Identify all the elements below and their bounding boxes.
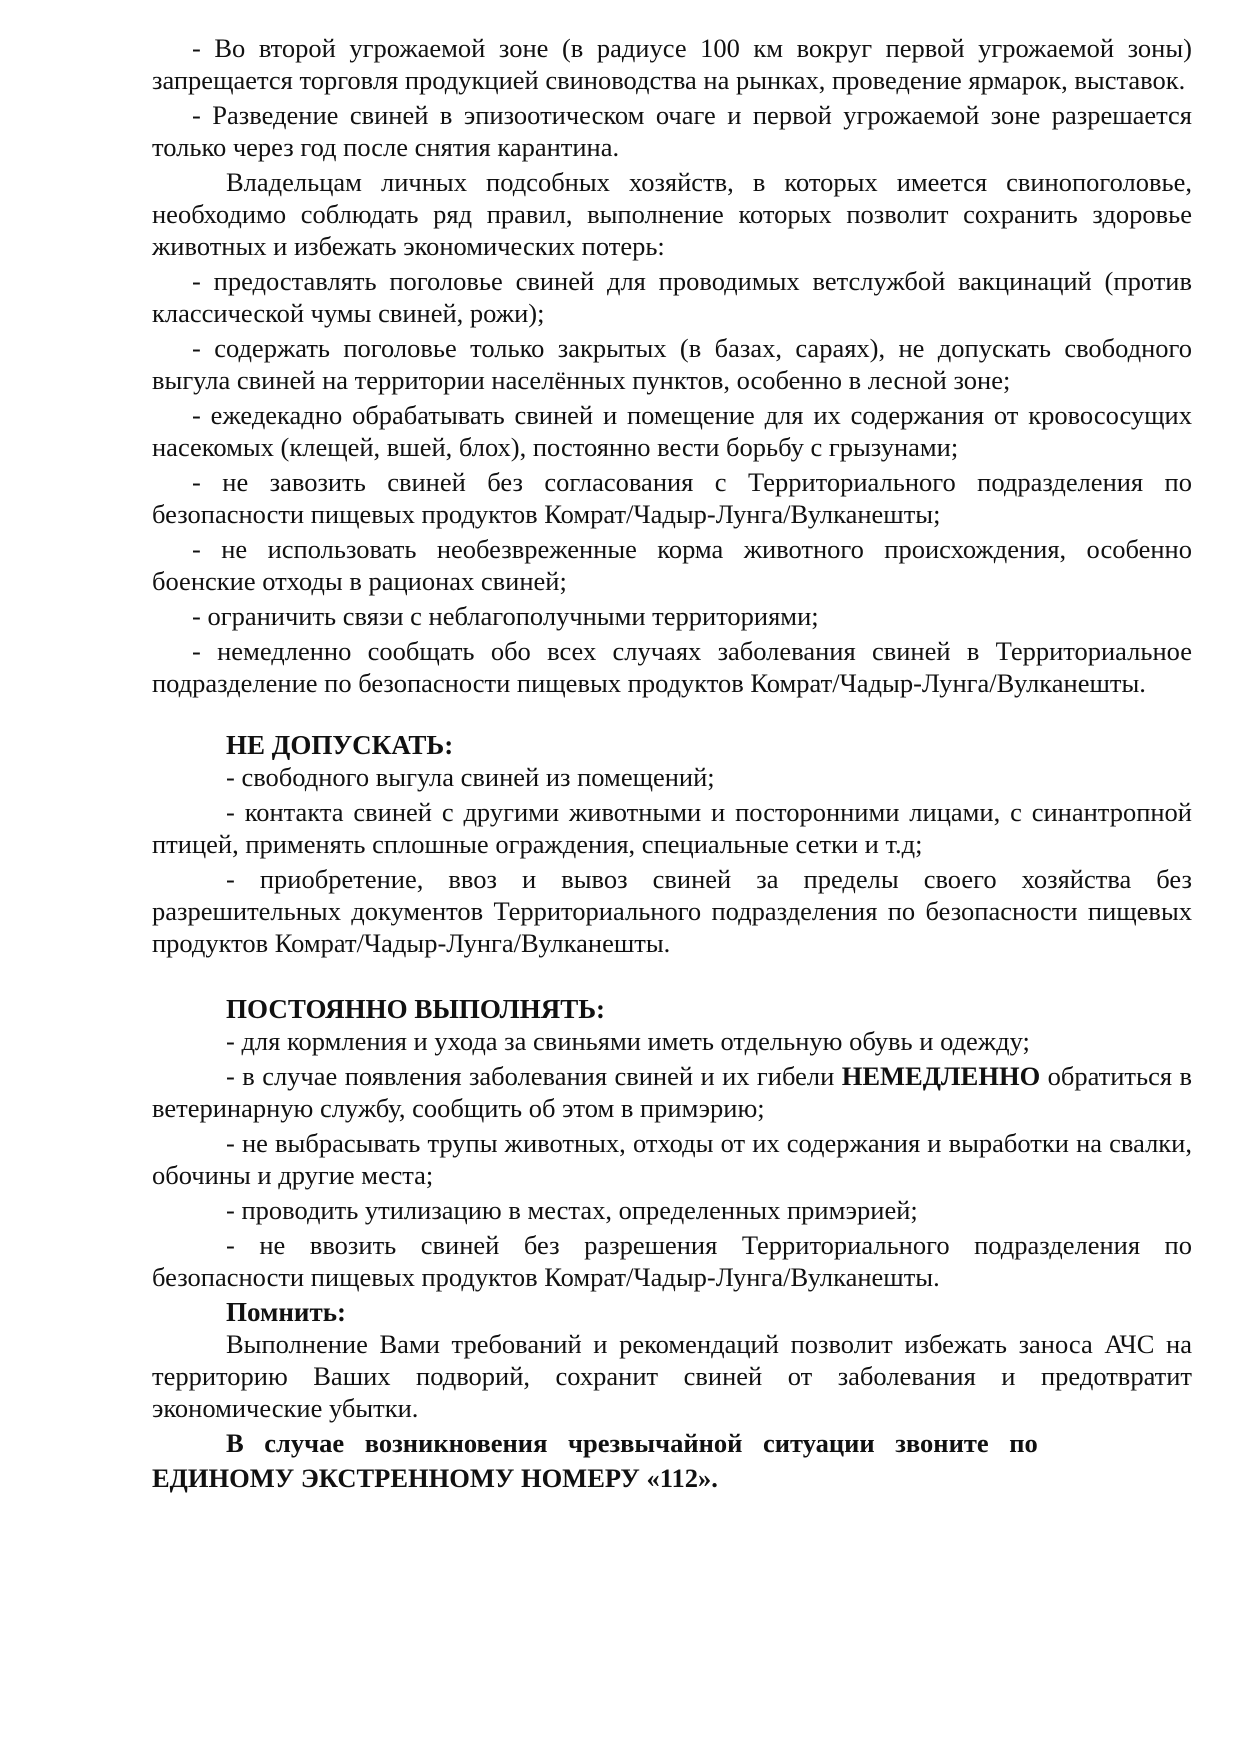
always-do-item: - не выбрасывать трупы животных, отходы от их содержания и выработки на свалки, обочины и другие места; <box>152 1128 1192 1190</box>
remember-heading: Помнить: <box>226 1297 347 1327</box>
do-not-item: - контакта свиней с другими животными и посторонними лицами, с синантропной птицей, применять сплошные ограждения, специальные сетки и т.д; <box>152 797 1192 859</box>
immediately-emphasis: НЕМЕДЛЕННО <box>841 1061 1041 1091</box>
remember-text: Выполнение Вами требований и рекомендаций позволит избежать заноса АЧС на территорию Ваших подворий, сохранит свиней от заболевания и предотвратит экономические убытки. <box>152 1329 1192 1423</box>
rule-item: - не завозить свиней без согласования с Территориального подразделения по безопасности пищевых продуктов Комрат/Чадыр-Лунга/Вулканешты; <box>152 467 1192 529</box>
emergency-line-2: ЕДИНОМУ ЭКСТРЕННОМУ НОМЕРУ «112». <box>152 1463 718 1493</box>
rule-item: - содержать поголовье только закрытых (в базах, сараях), не допускать свободного выгула свиней на территории населённых пунктов, особенно в лесной зоне; <box>152 333 1192 395</box>
owners-paragraph: Владельцам личных подсобных хозяйств, в которых имеется свинопоголовье, необходимо соблюдать ряд правил, выполнение которых позволит сохранить здоровье животных и избежать экономических потерь: <box>152 167 1192 261</box>
always-do-item-text: обратиться в ветеринарную службу, сообщить об этом в примэрию; <box>152 1061 1192 1123</box>
rule-item: - не использовать необезвреженные корма животного происхождения, особенно боенские отходы в рационах свиней; <box>152 534 1192 596</box>
do-not-item: - приобретение, ввоз и вывоз свиней за пределы своего хозяйства без разрешительных документов Территориального подразделения по безопасности пищевых продуктов Комрат/Чадыр-Лунга/Вулканешты. <box>152 864 1192 958</box>
document-page <box>152 32 1192 1494</box>
do-not-item: - свободного выгула свиней из помещений; <box>226 762 715 792</box>
always-do-item: - не ввозить свиней без разрешения Территориального подразделения по безопасности пищевых продуктов Комрат/Чадыр-Лунга/Вулканешты. <box>152 1230 1192 1292</box>
rule-item: - немедленно сообщать обо всех случаях заболевания свиней в Территориальное подразделение по безопасности пищевых продуктов Комрат/Чадыр-Лунга/Вулканешты. <box>152 636 1192 698</box>
rule-item: - предоставлять поголовье свиней для проводимых ветслужбой вакцинаций (против классической чумы свиней, рожи); <box>152 266 1192 328</box>
rule-item: - ежедекадно обрабатывать свиней и помещение для их содержания от кровососущих насекомых (клещей, вшей, блох), постоянно вести борьбу с грызунами; <box>152 400 1192 462</box>
do-not-heading: НЕ ДОПУСКАТЬ: <box>226 730 454 760</box>
emergency-line-1: В случае возникновения чрезвычайной ситуации звоните по <box>226 1428 1038 1458</box>
intro-item-breeding: - Разведение свиней в эпизоотическом очаге и первой угрожаемой зоне разрешается только через год после снятия карантина. <box>152 100 1192 162</box>
always-do-item: - для кормления и ухода за свиньями иметь отдельную обувь и одежду; <box>226 1026 1030 1056</box>
always-do-item-immediately <box>152 1060 1192 1124</box>
always-do-item: - проводить утилизацию в местах, определенных примэрией; <box>226 1195 918 1225</box>
intro-item-second-zone: - Во второй угрожаемой зоне (в радиусе 100 км вокруг первой угрожаемой зоны) запрещается торговля продукцией свиноводства на рынках, проведение ярмарок, выставок. <box>152 33 1192 95</box>
always-do-heading: ПОСТОЯННО ВЫПОЛНЯТЬ: <box>226 994 606 1024</box>
rule-item: - ограничить связи с неблагополучными территориями; <box>192 601 819 631</box>
always-do-item-text: - в случае появления заболевания свиней и их гибели <box>226 1061 842 1091</box>
